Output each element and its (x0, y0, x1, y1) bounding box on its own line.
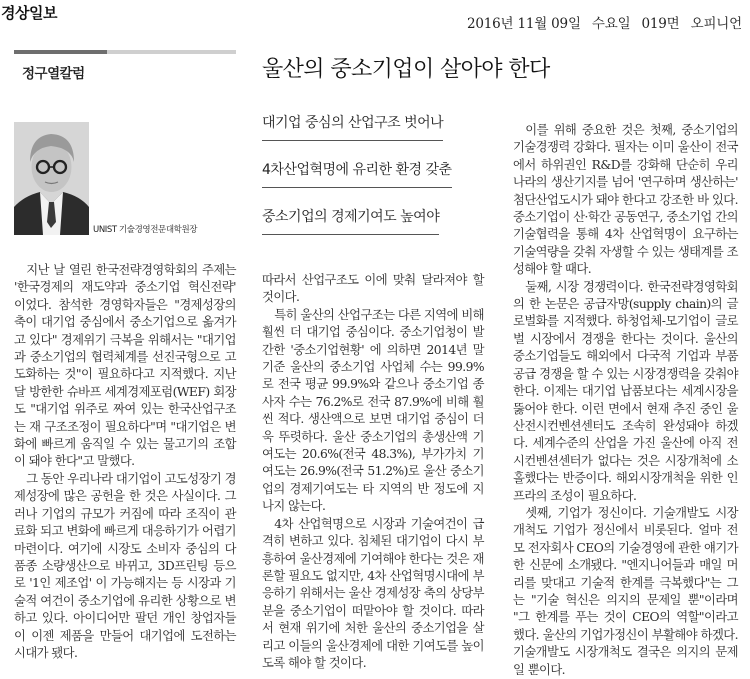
portrait-image (14, 122, 89, 235)
section-name: 오피니언 (690, 16, 742, 32)
subheadline: 대기업 중심의 산업구조 벗어나 (262, 112, 443, 141)
paragraph: 지난 날 열린 한국전략경영학회의 주제는 '한국경제의 재도약과 중소기업 혁신전략' 이었다. 참석한 경영학자들은 "경제성장의 축이 대기업 중심에서 중소기업으로 옮겨가고 있다" 경제위기 극복을 위해서는 "대기업과 중소기업의 협력체계를 선진국형으로 고도화하는 것"이 필요하다고 지적했다. 지난 달 방한한 슈바프 세계경제포럼(WEF) 회장도 "대기업 위주로 짜여 있는 한국산업구조는 재 구조조정이 필요하다"며 "대기업은 변화에 빠르게 움직일 수 있는 물고기의 조합이 돼야 한다"고 말했다. (14, 263, 236, 469)
headline: 울산의 중소기업이 살아야 한다 (262, 57, 550, 82)
article-column-3 (513, 122, 738, 679)
issue-weekday: 수요일 (591, 16, 631, 32)
article-column-2 (262, 272, 484, 672)
column-header-bar-accent (14, 50, 107, 54)
subheadline: 4차산업혁명에 유리한 환경 갖춘 (262, 159, 452, 188)
author-photo (14, 122, 89, 235)
paragraph: 그 동안 우리나라 대기업이 고도성장기 경제성장에 많은 공헌을 한 것은 사실이다. 그러나 기업의 규모가 커짐에 따라 조직이 관료화 되고 변화에 빠르게 대응하기가 어렵기 마련이다. 여기에 시장도 소비자 중심의 다품종 소량생산으로 바뀌고, 3D프린팅 등으로 '1인 제조업' 이 가능해지는 등 시장과 기술적 여건이 중소기업에 유리한 상황으로 변하고 있다. 아이디어만 팔던 개인 창업자들이 이젠 제품을 만들어 대기업에 도전하는 시대가 됐다. (14, 471, 236, 660)
article-column-1 (14, 262, 236, 662)
paragraph: 이를 위해 중요한 것은 첫째, 중소기업의 기술경쟁력 강화다. 필자는 이미 울산이 전국에서 하위권인 R&D를 강화해 단순히 우리나라의 생산기지를 넘어 '연구하며 생산하는' 첨단산업도시가 돼야 한다고 강조한 바 있다. 중소기업이 산·학간 공동연구, 중소기업 간의 기술협력을 통해 4차 산업혁명이 요구하는 기술역량을 갖춰 자생할 수 있는 생태계를 조성해야 할 때다. (513, 123, 738, 277)
paragraph: 셋째, 기업가 정신이다. 기술개발도 시장개척도 기업가 정신에서 비롯된다. 얼마 전 모 전자회사 CEO의 기술경영에 관한 얘기가 한 신문에 소개됐다. "엔지니어들과 매일 머리를 맞대고 기술적 한계를 극복했다"는 그는 "기술 혁신은 의지의 문제일 뿐"이라며 "그 한계를 푸는 것이 CEO의 역할"이라고 했다. 울산의 기업가정신이 부활해야 하겠다. 기술개발도 시장개척도 결국은 의지의 문제일 뿐이다. (513, 505, 738, 677)
paragraph: 특히 울산의 산업구조는 다른 지역에 비해 훨씬 더 대기업 중심이다. 중소기업청이 발간한 '중소기업현황' 에 의하면 2014년 말 기준 울산의 중소기업 사업체 수는 99.9%로 전국 평균 99.9%와 같으나 중소기업 종사자 수는 76.2%로 전국 87.9%에 비해 훨씬 적다. 생산액으로 보면 대기업 중심이 더욱 뚜렷하다. 울산 중소기업의 총생산액 기여도는 20.6%(전국 48.3%), 부가가치 기여도는 26.9%(전국 51.2%)로 울산 중소기업의 경제기여도는 타 지역의 반 정도에 지나지 않는다. (262, 307, 484, 514)
column-header-bar (14, 50, 236, 54)
subheadlines (262, 112, 452, 253)
subheadline: 중소기업의 경제기여도 높여야 (262, 206, 439, 235)
paragraph: 따라서 산업구조도 이에 맞춰 달라져야 할 것이다. (262, 273, 484, 305)
dateline (460, 12, 742, 32)
author-title: UNIST 기술경영전문대학원장 (93, 225, 198, 235)
newspaper-masthead: 경상일보 (1, 4, 57, 22)
issue-date: 2016년 11월 09일 (466, 16, 581, 32)
paragraph: 4차 산업혁명으로 시장과 기술여건이 급격히 변하고 있다. 침체된 대기업이 다시 부흥하여 울산경제에 기여해야 한다는 것은 재론할 필요도 없지만, 4차 산업혁명시대에 부응하기 위해서는 울산 경제성장 축의 상당부분을 중소기업이 떠맡아야 할 것이다. 따라서 현재 위기에 처한 울산의 중소기업을 살리고 이들의 울산경제에 대한 기여도를 높이도록 해야 할 것이다. (262, 516, 484, 670)
column-name: 정구열칼럼 (22, 66, 85, 82)
paragraph: 둘째, 시장 경쟁력이다. 한국전략경영학회의 한 논문은 공급자망(supply chain)의 글로벌화를 지적했다. 하청업체-모기업이 글로벌 시장에서 경쟁을 한다는 것이다. 울산의 중소기업들도 해외에서 다국적 기업과 부품공급 경쟁을 할 수 있는 시장경쟁력을 갖춰야 한다. 이제는 대기업 납품보다는 세계시장을 뚫어야 한다. 이런 면에서 현재 추진 중인 울산전시컨벤션센터도 조속히 완성돼야 하겠다. 세계수준의 산업을 가진 울산에 아직 전시컨벤션센터가 없다는 것은 시장개척에 소홀했다는 반증이다. 해외시장개척을 위한 인프라의 조성이 필요하다. (513, 279, 738, 503)
page-number: 019면 (641, 16, 680, 32)
